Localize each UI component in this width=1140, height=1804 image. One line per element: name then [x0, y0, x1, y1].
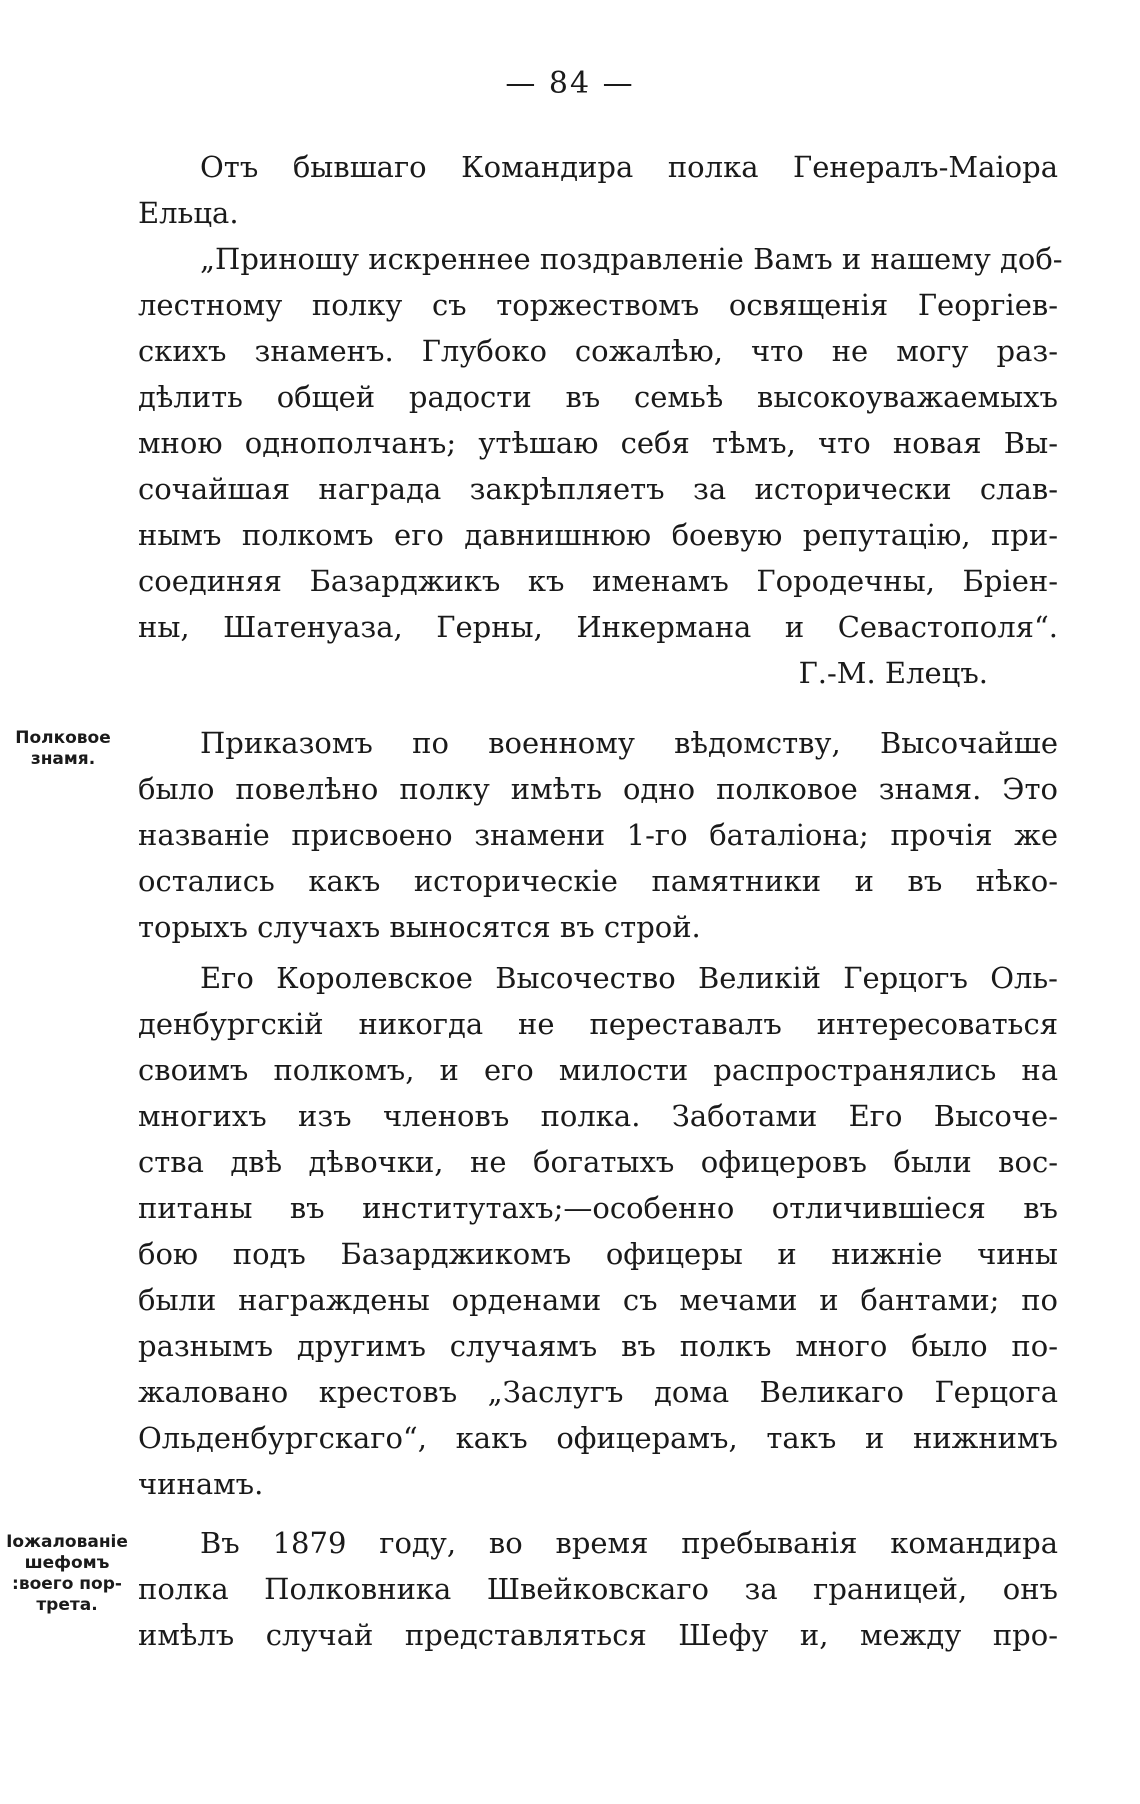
text-line: питаны въ институтахъ;—особенно отличившіеся въ — [138, 1191, 1058, 1225]
text-line: мною однополчанъ; утѣшаю себя тѣмъ, что новая Вы- — [138, 426, 1058, 460]
margin-note-line: Іожалованіе — [6, 1532, 128, 1552]
text-line: скихъ знаменъ. Глубоко сожалѣю, что не могу раз- — [138, 334, 1058, 368]
text-line: нымъ полкомъ его давнишнюю боевую репутацію, при- — [138, 518, 1058, 552]
margin-note-banner — [8, 728, 118, 770]
margin-note-line: знамя. — [30, 749, 96, 769]
text-line: соединяя Базарджикъ къ именамъ Городечны, Бріен- — [138, 564, 1058, 598]
text-line: чинамъ. — [138, 1467, 264, 1501]
text-line: Ельца. — [138, 196, 239, 230]
text-line: торыхъ случахъ выносятся въ строй. — [138, 910, 701, 944]
page-number: — 84 — — [505, 66, 635, 101]
margin-note-portrait — [0, 1532, 134, 1616]
text-line: бою подъ Базарджикомъ офицеры и нижніе чины — [138, 1237, 1058, 1271]
letter-block — [138, 144, 1063, 696]
duke-paragraph — [138, 955, 1058, 1507]
margin-note-line: :воего пор- — [12, 1574, 122, 1594]
text-line: Въ 1879 году, во время пребыванія командира — [200, 1526, 1058, 1560]
text-line: остались какъ историческіе памятники и въ нѣко- — [138, 864, 1058, 898]
text-line: Отъ бывшаго Командира полка Генералъ-Маіора — [200, 150, 1058, 184]
text-line: Его Королевское Высочество Великій Герцогъ Оль- — [200, 961, 1058, 995]
text-line: денбургскій никогда не переставалъ интересоваться — [138, 1007, 1058, 1041]
text-line: Приказомъ по военному вѣдомству, Высочайше — [200, 726, 1058, 760]
text-line: было повелѣно полку имѣть одно полковое знамя. Это — [138, 772, 1058, 806]
text-line: разнымъ другимъ случаямъ въ полкъ много было по- — [138, 1329, 1058, 1363]
text-line: были награждены орденами съ мечами и бантами; по — [138, 1283, 1058, 1317]
text-line: ства двѣ дѣвочки, не богатыхъ офицеровъ были вос- — [138, 1145, 1058, 1179]
margin-note-line: шефомъ — [24, 1553, 110, 1573]
text-line: сочайшая награда закрѣпляетъ за исторически слав- — [138, 472, 1058, 506]
text-line: „Приношу искреннее поздравленіе Вамъ и нашему доб- — [200, 242, 1063, 276]
margin-note-line: трета. — [36, 1595, 98, 1615]
text-line: Ольденбургскаго“, какъ офицерамъ, такъ и нижнимъ — [138, 1421, 1058, 1455]
text-line: полка Полковника Швейковскаго за границей, онъ — [138, 1572, 1058, 1606]
text-line: лестному полку съ торжествомъ освященія Георгіев- — [138, 288, 1058, 322]
text-line: многихъ изъ членовъ полка. Заботами Его Высоче- — [138, 1099, 1058, 1133]
text-line: жаловано крестовъ „Заслугъ дома Великаго Герцога — [138, 1375, 1058, 1409]
text-line: ны, Шатенуаза, Герны, Инкермана и Севастополя“. — [138, 610, 1058, 644]
order-paragraph — [138, 720, 1058, 950]
text-line: имѣлъ случай представляться Шефу и, между про- — [138, 1618, 1058, 1652]
text-line: своимъ полкомъ, и его милости распространялись на — [138, 1053, 1058, 1087]
signature: Г.-М. Елецъ. — [798, 656, 988, 690]
text-line: названіе присвоено знамени 1-го баталіона; прочія же — [138, 818, 1058, 852]
text-line: дѣлить общей радости въ семьѣ высокоуважаемыхъ — [138, 380, 1058, 414]
margin-note-line: Полковое — [15, 728, 111, 748]
portrait-paragraph — [138, 1520, 1058, 1658]
